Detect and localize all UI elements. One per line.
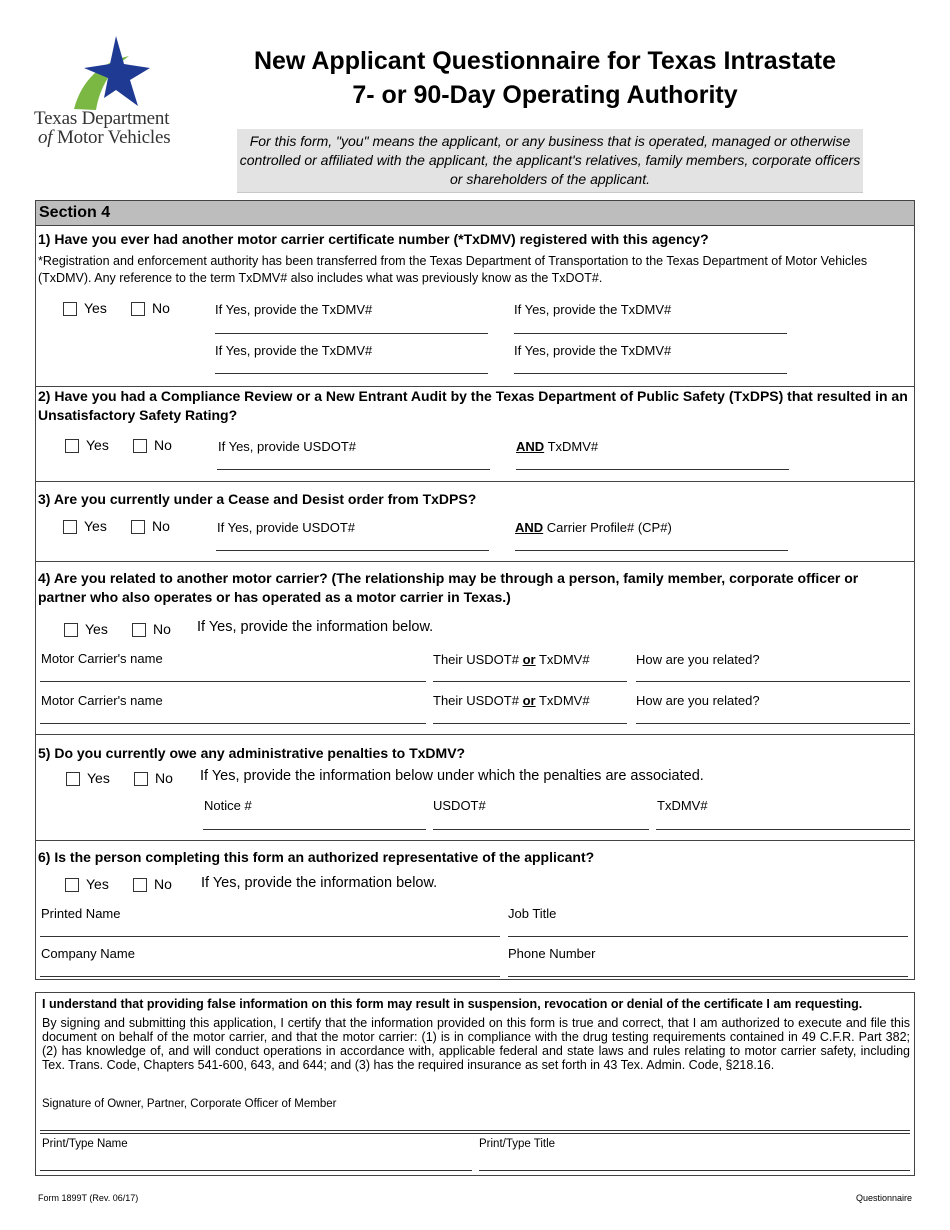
q1-no-checkbox[interactable] bbox=[131, 302, 145, 316]
q1-txdmv-input[interactable] bbox=[514, 333, 787, 334]
certification-body: By signing and submitting this application, I certify that the information provided on this form is true and correct, that I am authorized to execute and file this document on behalf of the motor carrier, and that the motor carrier: (1) is in compliance with the drug testing requirements contained in 49 C.F.R. Part 382; (2) has knowledge of, and will conduct operations in accordance with, applicable federal and state laws and rules relating to motor carrier safety, including Tex. Trans. Code, Chapters 541-600, 643, and 644; and (3) has the required insurance as set forth in 43 Tex. Admin. Code, §218.16. bbox=[42, 1016, 910, 1072]
q6-printed-name-label: Printed Name bbox=[41, 906, 121, 921]
q4-question: 4) Are you related to another motor carrier? (The relationship may be through a person, family member, corporate officer or partner who also operates or has operated as a motor carrier in Texas.) bbox=[38, 570, 859, 605]
q1-txdmv-input[interactable] bbox=[514, 373, 787, 374]
q2-question: 2) Have you had a Compliance Review or a New Entrant Audit by the Texas Department of Public Safety (TxDPS) that resulted in an Unsatisfactory Safety Rating? bbox=[38, 388, 908, 423]
q1-txdmv-input[interactable] bbox=[215, 333, 488, 334]
q6-phone-input[interactable] bbox=[508, 976, 908, 977]
definition-box: For this form, "you" means the applicant, or any business that is operated, managed or otherwise controlled or affiliated with the applicant, the applicant's relatives, family members, corporate officers or shareholders of the applicant. bbox=[237, 129, 863, 193]
form-number: Form 1899T (Rev. 06/17) bbox=[38, 1193, 139, 1203]
form-title: New Applicant Questionnaire for Texas Intrastate 7- or 90-Day Operating Authority bbox=[253, 47, 837, 109]
q5-usdot-label: USDOT# bbox=[433, 798, 486, 813]
q2-no-label: No bbox=[154, 437, 172, 453]
divider bbox=[36, 561, 914, 562]
q4-related-label: How are you related? bbox=[636, 652, 760, 667]
q4-related-input[interactable] bbox=[636, 681, 910, 682]
q1-question: 1) Have you ever had another motor carrier certificate number (*TxDMV) registered with this agency? bbox=[38, 231, 709, 247]
logo-text-line1: Texas Department bbox=[34, 108, 170, 129]
q5-notice-label: Notice # bbox=[204, 798, 252, 813]
q3-cp-input[interactable] bbox=[515, 550, 788, 551]
q6-printed-name-input[interactable] bbox=[40, 936, 500, 937]
q2-txdmv-input[interactable] bbox=[516, 469, 789, 470]
q3-no-checkbox[interactable] bbox=[131, 520, 145, 534]
q2-usdot-input[interactable] bbox=[217, 469, 490, 470]
signature-input[interactable] bbox=[40, 1130, 910, 1131]
q6-company-label: Company Name bbox=[41, 946, 135, 961]
q1-field-label: If Yes, provide the TxDMV# bbox=[215, 343, 373, 358]
q4-no-checkbox[interactable] bbox=[132, 623, 146, 637]
q3-cp-label: AND Carrier Profile# (CP#) bbox=[515, 520, 672, 535]
q5-yes-checkbox[interactable] bbox=[66, 772, 80, 786]
q5-yes-label: Yes bbox=[87, 770, 110, 786]
section-title: Section 4 bbox=[35, 200, 915, 226]
q1-field-label: If Yes, provide the TxDMV# bbox=[514, 302, 672, 317]
print-name-input[interactable] bbox=[40, 1170, 472, 1171]
q4-name-label: Motor Carrier's name bbox=[41, 651, 163, 666]
q4-related-input[interactable] bbox=[636, 723, 910, 724]
q4-usdot-input[interactable] bbox=[433, 723, 627, 724]
q4-instruction: If Yes, provide the information below. bbox=[197, 619, 434, 635]
q6-phone-label: Phone Number bbox=[508, 946, 596, 961]
q5-question: 5) Do you currently owe any administrative penalties to TxDMV? bbox=[38, 745, 466, 761]
q4-yes-label: Yes bbox=[85, 621, 108, 637]
q3-no-label: No bbox=[152, 518, 170, 534]
q6-instruction: If Yes, provide the information below. bbox=[201, 875, 438, 891]
logo-text-line2: of Motor Vehicles bbox=[38, 127, 171, 148]
q4-name-label: Motor Carrier's name bbox=[41, 693, 163, 708]
q4-no-label: No bbox=[153, 621, 171, 637]
q5-txdmv-label: TxDMV# bbox=[657, 798, 708, 813]
q6-job-title-input[interactable] bbox=[508, 936, 908, 937]
divider bbox=[36, 481, 914, 482]
q2-yes-label: Yes bbox=[86, 437, 109, 453]
q5-notice-input[interactable] bbox=[203, 829, 426, 830]
q6-yes-label: Yes bbox=[86, 876, 109, 892]
q6-no-checkbox[interactable] bbox=[133, 878, 147, 892]
q6-yes-checkbox[interactable] bbox=[65, 878, 79, 892]
q1-note: *Registration and enforcement authority has been transferred from the Texas Department of Transportation to the Texas Department of Motor Vehicles (TxDMV). Any reference to the term TxDMV# also includes what was previously know as the TxDOT#. bbox=[38, 254, 868, 285]
q1-txdmv-input[interactable] bbox=[215, 373, 488, 374]
q4-name-input[interactable] bbox=[40, 723, 426, 724]
q5-instruction: If Yes, provide the information below under which the penalties are associated. bbox=[200, 768, 704, 784]
q6-company-input[interactable] bbox=[40, 976, 500, 977]
q4-usdot-label: Their USDOT# or TxDMV# bbox=[433, 693, 590, 708]
q1-no-label: No bbox=[152, 300, 170, 316]
q4-usdot-input[interactable] bbox=[433, 681, 627, 682]
certification-heading: I understand that providing false information on this form may result in suspension, revocation or denial of the certificate I am requesting. bbox=[42, 997, 863, 1011]
page-label: Questionnaire bbox=[855, 1193, 912, 1203]
q2-txdmv-label: AND TxDMV# bbox=[516, 439, 599, 454]
q3-usdot-label: If Yes, provide USDOT# bbox=[217, 520, 356, 535]
q1-yes-checkbox[interactable] bbox=[63, 302, 77, 316]
signature-label: Signature of Owner, Partner, Corporate Officer of Member bbox=[42, 1098, 337, 1110]
signature-underline bbox=[40, 1133, 910, 1134]
q3-yes-checkbox[interactable] bbox=[63, 520, 77, 534]
q4-related-label: How are you related? bbox=[636, 693, 760, 708]
q1-field-label: If Yes, provide the TxDMV# bbox=[514, 343, 672, 358]
q6-question: 6) Is the person completing this form an authorized representative of the applicant? bbox=[38, 849, 595, 865]
divider bbox=[36, 734, 914, 735]
print-name-label: Print/Type Name bbox=[42, 1138, 128, 1150]
q2-no-checkbox[interactable] bbox=[133, 439, 147, 453]
q3-question: 3) Are you currently under a Cease and Desist order from TxDPS? bbox=[38, 491, 477, 507]
q5-no-label: No bbox=[155, 770, 173, 786]
q5-txdmv-input[interactable] bbox=[656, 829, 910, 830]
print-title-label: Print/Type Title bbox=[479, 1138, 556, 1150]
q5-usdot-input[interactable] bbox=[433, 829, 649, 830]
q3-yes-label: Yes bbox=[84, 518, 107, 534]
q6-job-title-label: Job Title bbox=[508, 906, 557, 921]
q1-yes-label: Yes bbox=[84, 300, 107, 316]
q5-no-checkbox[interactable] bbox=[134, 772, 148, 786]
q4-usdot-label: Their USDOT# or TxDMV# bbox=[433, 652, 590, 667]
q2-usdot-label: If Yes, provide USDOT# bbox=[218, 439, 357, 454]
q4-yes-checkbox[interactable] bbox=[64, 623, 78, 637]
q3-usdot-input[interactable] bbox=[216, 550, 489, 551]
q1-field-label: If Yes, provide the TxDMV# bbox=[215, 302, 373, 317]
print-title-input[interactable] bbox=[479, 1170, 910, 1171]
divider bbox=[36, 840, 914, 841]
q6-no-label: No bbox=[154, 876, 172, 892]
q2-yes-checkbox[interactable] bbox=[65, 439, 79, 453]
q4-name-input[interactable] bbox=[40, 681, 426, 682]
